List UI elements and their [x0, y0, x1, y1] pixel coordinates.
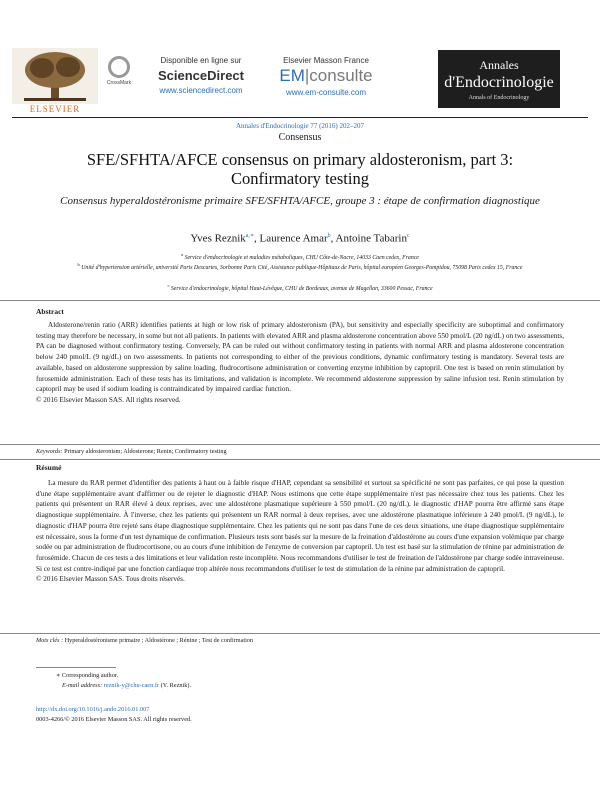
abstract-text: Aldosterone/renin ratio (ARR) identifies patients at high or low risk of primary aldosteronism (PA), but sensitivity and especially specificity are suboptimal and confirmatory testing may therefore be necessary, in some but not all patients. In patients with elevated ARR and plasma aldosterone concentration above 550 pmol/L (20 ng/dL) on two assessments, PA can be diagnosed without confirmatory testing. Conversely, PA can be ruled out without confirmatory testing in patients with normal ARR and plasma aldosterone concentration below 240 pmol/L (9 ng/dL) on two assessments. In patients not corresponding to either of the previous conditions, dynamic confirmatory testing is mandatory. Several tests are available, based on aldosterone suppression by saline loading, fludrocortisone administration or converting enzyme inhibition by captopril. One test is based on renin stimulation by furosemide administration. Each of these tests has its limitations, and validation is incomplete. We recommend aldosterone suppression by saline infusion test. Renin stimulation by captopril may be used if sodium loading is contraindicated by impaired cardiac function.: [36, 321, 564, 394]
author-name[interactable]: Yves Reznik: [190, 232, 246, 245]
abstract-body: [36, 320, 564, 406]
resume-copyright: © 2016 Elsevier Masson SAS. Tous droits réservés.: [36, 575, 185, 584]
journal-title-line1: Annales: [479, 58, 519, 72]
author-affiliation-ref[interactable]: b: [327, 233, 331, 239]
crossmark-label: CrossMark: [106, 80, 132, 86]
article-subtitle: Consensus hyperaldostéronisme primaire SFE/SFHTA/AFCE, groupe 3 : étape de confirmation diagnostique: [60, 195, 540, 207]
resume-heading: Résumé: [36, 463, 62, 472]
author-affiliation-ref[interactable]: a,∗: [245, 233, 255, 239]
sd-available-text: Disponible en ligne sur: [160, 56, 242, 65]
keywords: Keywords: Primary aldosteronism; Aldosterone; Renin; Confirmatory testing: [36, 448, 227, 455]
em-publisher-text: Elsevier Masson France: [283, 56, 369, 65]
affiliation: $^c$ Service d'endocrinologie, hôpital Haut-Lévêque, CHU de Bordeaux, avenue de Magellan, 33600 Pessac, France: [167, 283, 433, 292]
resume-body: [36, 478, 564, 585]
author-list: Yves Reznik$^{a,∗}$, Laurence Amar$^b$, Antoine Tabarin$^c$: [190, 232, 410, 245]
author-name[interactable]: Laurence Amar: [259, 232, 328, 245]
abstract-copyright: © 2016 Elsevier Masson SAS. All rights reserved.: [36, 395, 181, 404]
doi-link[interactable]: http://dx.doi.org/10.1016/j.ando.2016.01.007: [36, 706, 150, 713]
abstract-heading: Abstract: [36, 307, 64, 316]
header-divider: [12, 117, 588, 118]
issn-copyright: 0003-4266/© 2016 Elsevier Masson SAS. All rights reserved.: [36, 716, 192, 723]
article-title: SFE/SFHTA/AFCE consensus on primary aldosteronism, part 3: Confirmatory testing: [86, 150, 514, 188]
email-link[interactable]: reznik-y@chu-caen.fr: [103, 682, 160, 689]
email-footnote: E-mail address: reznik-y@chu-caen.fr (Y. Reznik).: [62, 682, 192, 689]
affiliation: $^a$ Service d'endocrinologie et maladies métaboliques, CHU Côte-de-Nacre, 14033 Caen cedex, France: [181, 252, 419, 261]
section-divider: [0, 444, 600, 445]
sciencedirect-link[interactable]: www.sciencedirect.com: [159, 86, 243, 95]
journal-citation-link[interactable]: Annales d'Endocrinologie 77 (2016) 202–207: [235, 122, 365, 130]
em-consulte-logo: EM|consulte: [279, 66, 373, 85]
resume-text: La mesure du RAR permet d'identifier des patients à haut ou à faible risque d'HAP, cependant sa sensibilité et surtout sa spécificité ne sont pas parfaites, ce qui pose la question d'une étape supplémentaire avant d'affirmer ou de rejeter le diagnostic d'HAP. Nous estimons que cette étape supplémentaire n'est pas nécessaire chez tous les patients. Chez les patients qui présentent un RAR élevé à deux reprises, avec une aldostérone plasmatique supérieure à 550 pmol/L (20 ng/dL), le diagnostic d'HAP pourra être affirmé sans étape diagnostique supplémentaire. À l'inverse, chez les patients qui présentent un RAR normal à deux reprises, avec une aldostérone plasmatique inférieure à 240 pmol/L (9 ng/dL), le diagnostic d'HAP pourra être rejeté sans étape diagnostique supplémentaire. Chez les patients qui ne sont pas dans l'une de ces deux situations, une étape diagnostique supplémentaire est nécessaire, sous la forme d'un test dynamique de confirmation. Plusieurs tests sont basés sur la mesure de la freination d'aldostérone au cours d'une expansion volémique par charge sodée ou par administration de fludrocortisone, ou au cours d'une inhibition de l'enzyme de conversion par captopril. Un test est basé sur la stimulation de rénine par administration de furosémide. Chacun de ces tests a des limitations et leur validation reste incomplète. Nous recommandons d'utiliser le test de freination de l'aldostérone par charge sodée intraveineuse. Si ce test est contre-indiqué par une fonction cardiaque trop altérée nous recommandons d'utiliser le test de stimulation de la rénine par administration de captopril.: [36, 479, 564, 573]
mots-cles: Mots clés : Hyperaldostéronisme primaire ; Aldostérone ; Rénine ; Test de confirmation: [36, 637, 253, 644]
journal-title-line3: Annals of Endocrinology: [468, 95, 530, 101]
author-name[interactable]: Antoine Tabarin: [335, 232, 407, 245]
journal-title-line2: d'Endocrinologie: [444, 74, 554, 91]
section-divider: [0, 459, 600, 460]
em-consulte-link[interactable]: www.em-consulte.com: [285, 88, 367, 97]
section-divider: [0, 300, 600, 301]
corresponding-author-note: ∗ Corresponding author.: [56, 672, 119, 679]
affiliation: $^b$ Unité d'hypertension artérielle, université Paris Descartes, Sorbonne Paris Cité, Assistance publique-Hôpitaux de Paris, hôpital européen Georges-Pompidou, 75098 Paris cedex 15, France: [77, 262, 523, 271]
article-section-type: Consensus: [278, 132, 322, 143]
author-affiliation-ref[interactable]: c: [406, 233, 410, 239]
sciencedirect-logo: ScienceDirect: [158, 68, 244, 83]
crossmark-icon[interactable]: [108, 56, 130, 78]
elsevier-wordmark: ELSEVIER: [29, 104, 81, 114]
elsevier-tree-logo: [12, 48, 98, 112]
footnote-divider: [36, 667, 116, 668]
section-divider: [0, 633, 600, 634]
